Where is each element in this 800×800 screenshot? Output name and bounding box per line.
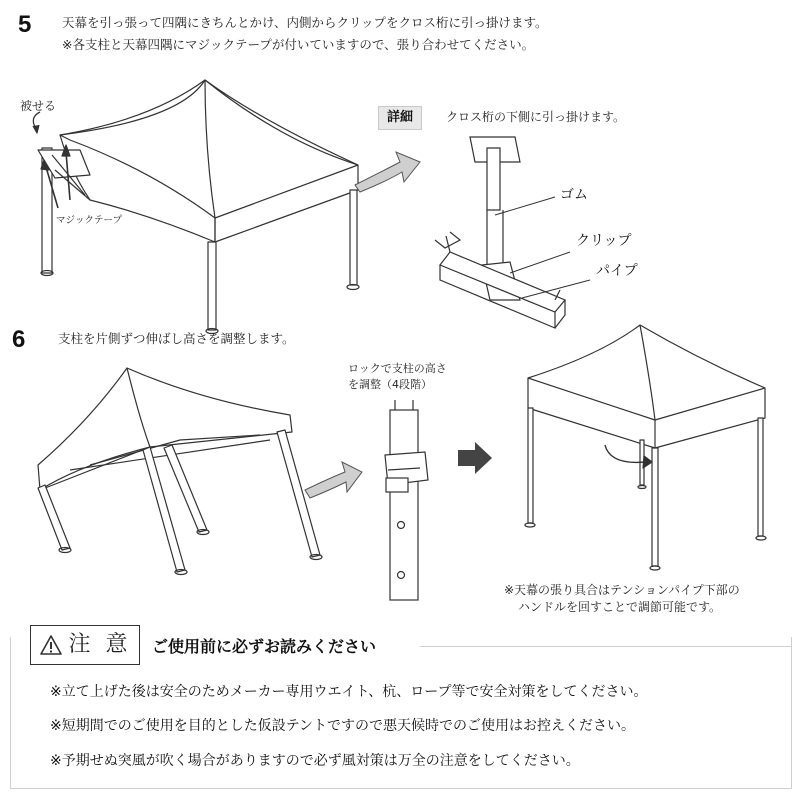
black-arrow-icon bbox=[458, 442, 492, 474]
label-clip: クリップ bbox=[576, 233, 632, 249]
label-rubber: ゴム bbox=[560, 187, 588, 203]
lock-label-line2: を調整（4段階） bbox=[348, 378, 432, 391]
label-cover: 被せる bbox=[20, 99, 57, 113]
step6-tent-folded-drawing bbox=[38, 368, 322, 575]
tension-note-line1: ※天幕の張り具合はテンションパイプ下部の bbox=[504, 583, 740, 597]
step6-number: 6 bbox=[12, 326, 26, 353]
step5-number: 5 bbox=[18, 11, 32, 38]
step6-tent-complete-drawing bbox=[525, 325, 766, 570]
clip-detail-drawing bbox=[435, 137, 590, 328]
detail-title: クロス桁の下側に引っ掛けます。 bbox=[446, 110, 626, 124]
step5-tent-drawing bbox=[38, 80, 359, 334]
label-velcro: マジックテープ bbox=[56, 215, 123, 226]
pole-lock-drawing bbox=[385, 400, 428, 600]
caution-divider bbox=[420, 646, 792, 647]
caution-item: ※立て上げた後は安全のためメーカー専用ウエイト、杭、ロープ等で安全対策をしてください。 bbox=[50, 684, 648, 700]
caution-header bbox=[30, 625, 140, 665]
tension-note-line2: ハンドルを回すことで調節可能です。 bbox=[518, 600, 722, 614]
caution-item: ※短期間でのご使用を目的とした仮設テントですので悪天候時でのご使用はお控えください。 bbox=[50, 718, 636, 734]
gray-arrow-icon bbox=[355, 152, 420, 192]
detail-tag: 詳細 bbox=[378, 106, 422, 130]
step5-note: ※各支柱と天幕四隅にマジックテープが付いていますので、張り合わせてください。 bbox=[62, 37, 535, 52]
label-pipe: パイプ bbox=[596, 263, 638, 279]
step5-instruction: 天幕を引っ張って四隅にきちんとかけ、内側からクリップをクロス桁に引っ掛けます。 bbox=[62, 15, 548, 30]
caution-item: ※予期せぬ突風が吹く場合がありますので必ず風対策は万全の注意をしてください。 bbox=[50, 753, 580, 769]
warning-triangle-icon bbox=[39, 634, 63, 656]
caution-subtitle: ご使用前に必ずお読みください bbox=[152, 637, 377, 656]
caution-title: 注 意 bbox=[68, 632, 132, 657]
gray-arrow-icon bbox=[305, 462, 362, 498]
lock-label-line1: ロックで支柱の高さ bbox=[348, 362, 447, 375]
step6-instruction: 支柱を片側ずつ伸ばし高さを調整します。 bbox=[58, 331, 295, 346]
